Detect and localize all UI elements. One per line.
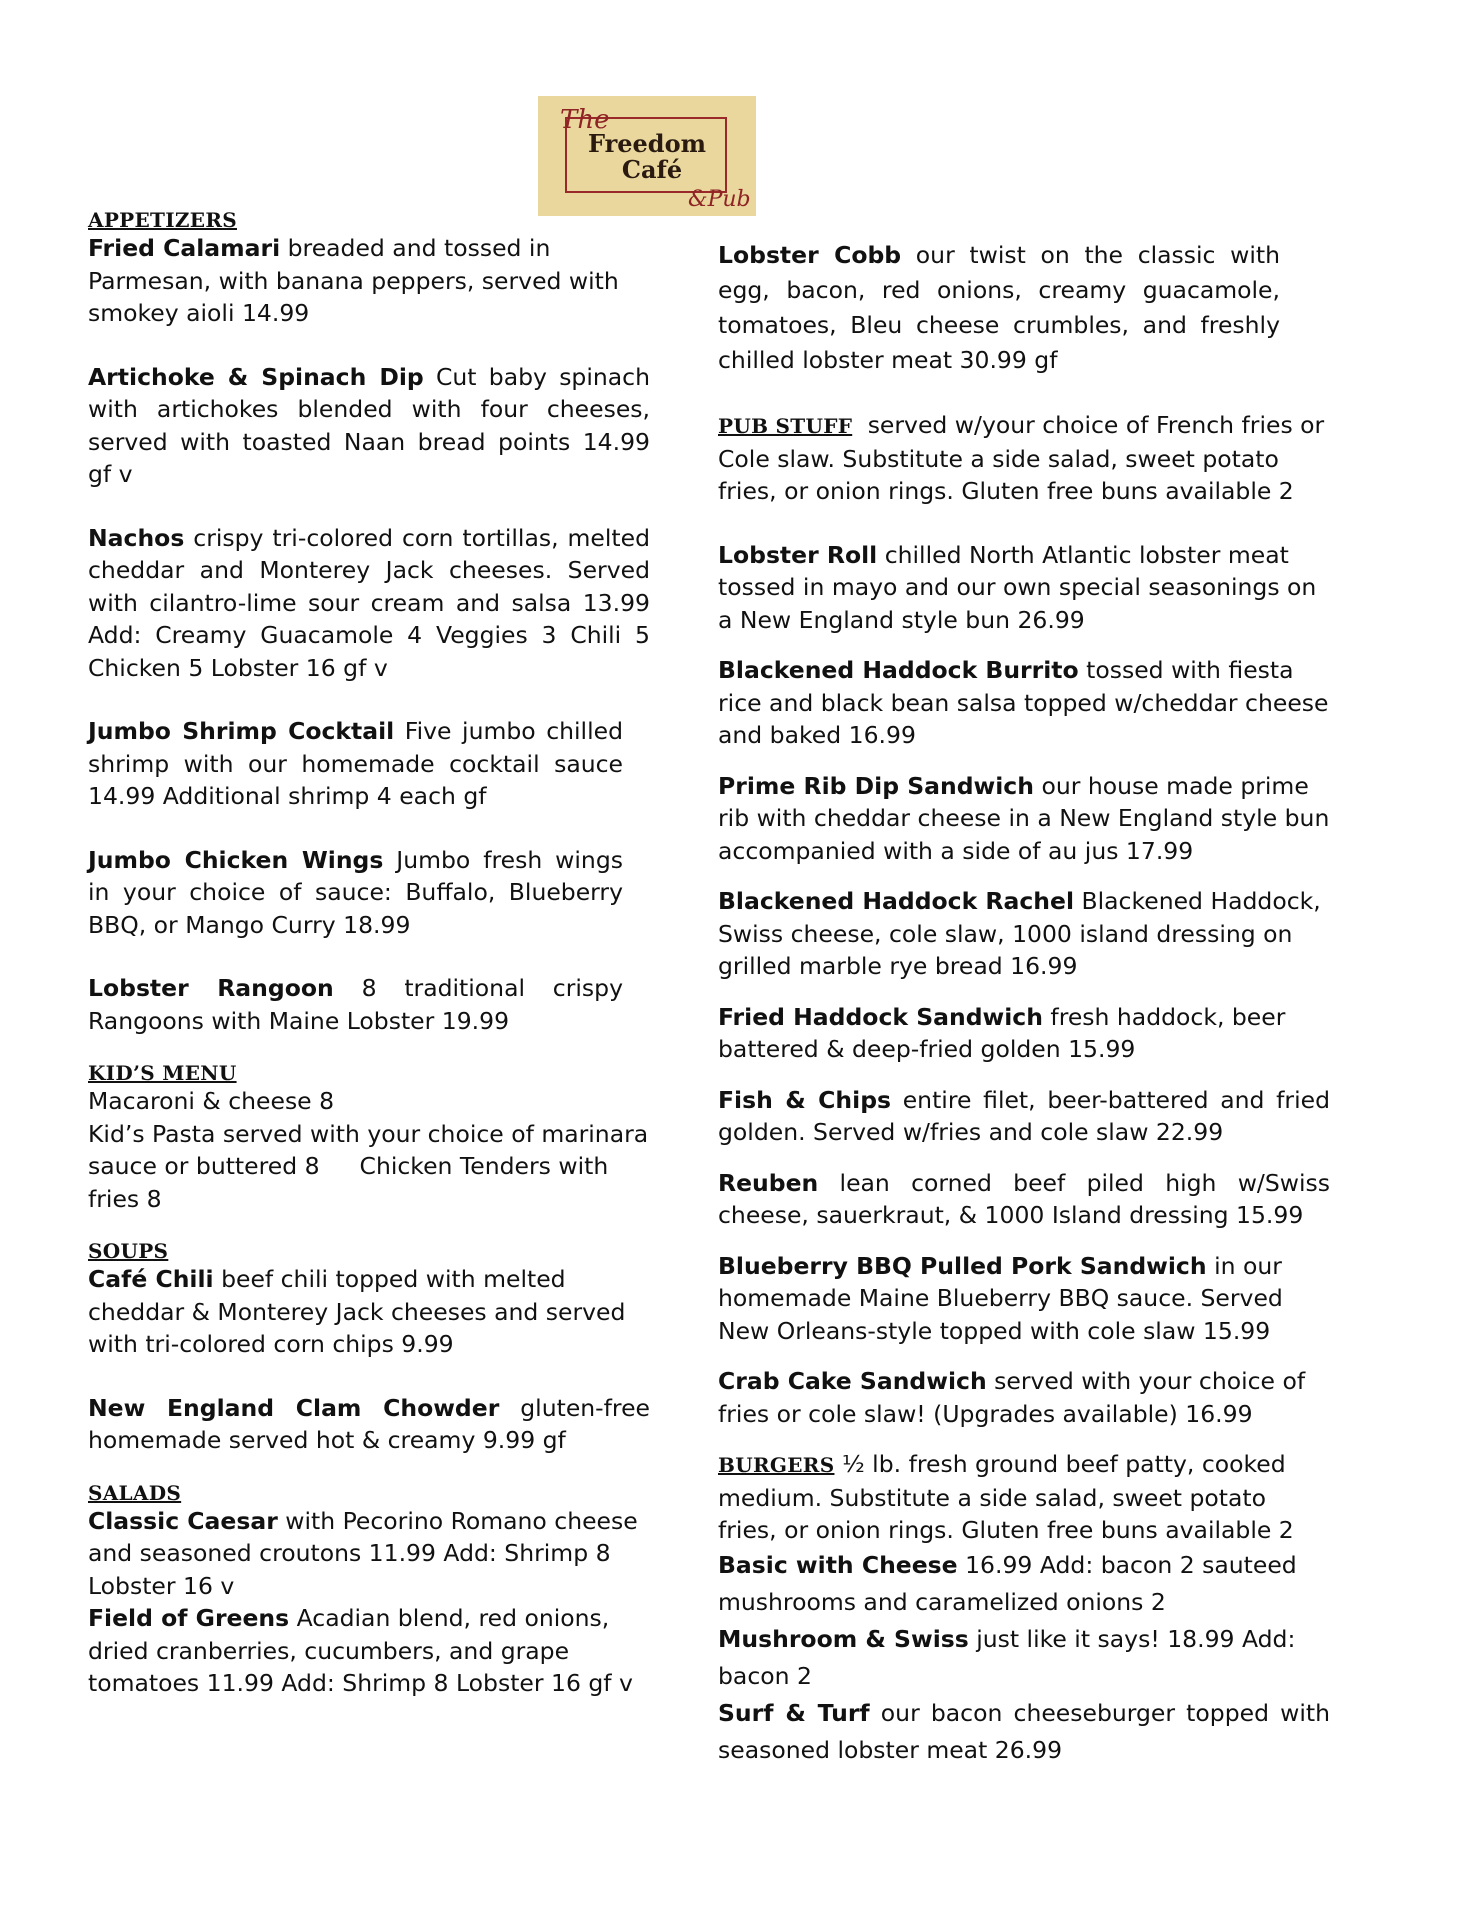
soups-heading: SOUPS bbox=[88, 1239, 169, 1263]
item-desc: our house made prime rib with cheddar cheese in a New England style bun accompanied with a side of au jus 17.99 bbox=[718, 771, 1330, 865]
kids-item-pasta-tenders bbox=[88, 1118, 650, 1216]
right-column bbox=[718, 238, 1330, 1769]
item-name: Surf & Turf bbox=[718, 1698, 870, 1727]
kids-menu-heading: KID’S MENU bbox=[88, 1061, 237, 1085]
item-name: Fish & Chips bbox=[718, 1085, 892, 1114]
left-column bbox=[88, 208, 650, 1700]
menu-item-fried-haddock-sandwich bbox=[718, 1001, 1330, 1066]
item-desc: fresh haddock, beer battered & deep-fried golden 15.99 bbox=[718, 1002, 1286, 1063]
item-name: Lobster Rangoon bbox=[88, 974, 334, 1002]
appetizers-heading: APPETIZERS bbox=[88, 208, 237, 232]
item-desc: Five jumbo chilled shrimp with our homemade cocktail sauce 14.99 Additional shrimp 4 each gf bbox=[88, 717, 623, 810]
item-desc: 8 traditional crispy Rangoons with Maine Lobster 19.99 bbox=[88, 974, 623, 1035]
kids-item-mac-cheese: Macaroni & cheese 8 bbox=[88, 1087, 335, 1115]
menu-item-fish-chips bbox=[718, 1084, 1330, 1149]
burgers-section bbox=[718, 1448, 1330, 1547]
logo-cafe: Café bbox=[621, 155, 683, 184]
menu-item-crab-cake-sandwich bbox=[718, 1365, 1330, 1430]
item-desc: beef chili topped with melted cheddar & Monterey Jack cheeses and served with tri-colored corn chips 9.99 bbox=[88, 1265, 626, 1358]
item-name: Nachos bbox=[88, 523, 185, 552]
kids-item-tenders: Chicken Tenders with fries 8 bbox=[88, 1152, 609, 1213]
menu-item-artichoke-dip bbox=[88, 361, 650, 491]
item-desc: just like it says! 18.99 Add: bacon 2 bbox=[718, 1624, 1296, 1690]
item-desc: Blackened Haddock, Swiss cheese, cole slaw, 1000 island dressing on grilled marble rye bread 16.99 bbox=[718, 887, 1321, 980]
item-name: Prime Rib Dip Sandwich bbox=[718, 771, 1034, 800]
item-name: Reuben bbox=[718, 1168, 819, 1197]
pub-stuff-heading: PUB STUFF bbox=[718, 414, 853, 438]
logo-pub: &Pub bbox=[688, 187, 751, 212]
item-desc: our twist on the classic with egg, bacon, red onions, creamy guacamole, tomatoes, Bleu cheese crumbles, and freshly chilled lobster meat 30.99 gf bbox=[718, 241, 1281, 374]
item-name: Blackened Haddock Rachel bbox=[718, 887, 1075, 915]
item-name: Lobster Roll bbox=[718, 540, 878, 569]
menu-item-haddock-rachel bbox=[718, 885, 1330, 983]
menu-item-prime-rib-dip bbox=[718, 770, 1330, 868]
item-desc: gluten-free homemade served hot & creamy 9.99 gf bbox=[88, 1393, 650, 1454]
menu-item-lobster-cobb bbox=[718, 238, 1280, 378]
logo-the: The bbox=[560, 105, 610, 135]
item-desc: 16.99 Add: bacon 2 sauteed mushrooms and caramelized onions 2 bbox=[718, 1550, 1297, 1616]
item-desc: entire filet, beer-battered and fried golden. Served w/fries and cole slaw 22.99 bbox=[718, 1085, 1330, 1146]
menu-item-lobster-roll bbox=[718, 539, 1330, 637]
item-name: Lobster Cobb bbox=[718, 241, 902, 269]
item-name: Fried Calamari bbox=[88, 234, 281, 262]
item-name: Blueberry BBQ Pulled Pork Sandwich bbox=[718, 1251, 1207, 1280]
item-name: Field of Greens bbox=[88, 1604, 290, 1632]
item-desc: crispy tri-colored corn tortillas, melted cheddar and Monterey Jack cheeses. Served with cilantro-lime sour cream and salsa 13.99 Add: Creamy Guacamole 4 Veggies 3 Chili 5 Chicken 5 Lobster 16 gf v bbox=[88, 523, 650, 682]
menu-item-nachos bbox=[88, 522, 650, 685]
item-name: Classic Caesar bbox=[88, 1506, 278, 1535]
pub-stuff-intro: served w/your choice of French fries or Cole slaw. Substitute a side salad, sweet potato fries, or onion rings. Gluten free buns available 2 bbox=[718, 411, 1325, 505]
menu-item-cafe-chili bbox=[88, 1263, 650, 1361]
item-name: Crab Cake Sandwich bbox=[718, 1367, 987, 1395]
salads-heading: SALADS bbox=[88, 1480, 182, 1505]
menu-item-haddock-burrito bbox=[718, 654, 1330, 752]
menu-item-basic-cheese bbox=[718, 1547, 1330, 1621]
item-desc: Acadian blend, red onions, dried cranberries, cucumbers, and grape tomatoes 11.99 Add: Shrimp 8 Lobster 16 gf v bbox=[88, 1604, 633, 1697]
item-name: Fried Haddock Sandwich bbox=[718, 1002, 1043, 1031]
item-desc: chilled North Atlantic lobster meat tossed in mayo and our own special seasonings on a New England style bun 26.99 bbox=[718, 540, 1317, 634]
item-desc: Jumbo fresh wings in your choice of sauce: Buffalo, Blueberry BBQ, or Mango Curry 18.99 bbox=[88, 845, 623, 939]
item-name: Jumbo Chicken Wings bbox=[88, 845, 384, 874]
kids-item-pasta: Kid’s Pasta served with your choice of marinara sauce or buttered 8 bbox=[88, 1119, 649, 1180]
item-name: Café Chili bbox=[88, 1265, 214, 1293]
item-desc: with Pecorino Romano cheese and seasoned croutons 11.99 Add: Shrimp 8 Lobster 16 v bbox=[88, 1506, 638, 1600]
menu-item-classic-caesar bbox=[88, 1505, 650, 1603]
item-desc: our bacon cheeseburger topped with seasoned lobster meat 26.99 bbox=[718, 1698, 1330, 1764]
menu-item-mushroom-swiss bbox=[718, 1621, 1330, 1695]
logo-freedom: Freedom bbox=[588, 129, 706, 158]
item-name: Jumbo Shrimp Cocktail bbox=[88, 717, 395, 745]
item-desc: served with your choice of fries or cole slaw! (Upgrades available) 16.99 bbox=[718, 1367, 1306, 1428]
menu-item-clam-chowder bbox=[88, 1392, 650, 1457]
item-name: Mushroom & Swiss bbox=[718, 1624, 969, 1653]
menu-item-blueberry-bbq-pork bbox=[718, 1250, 1330, 1348]
menu-item-fried-calamari bbox=[88, 232, 628, 330]
item-name: Artichoke & Spinach Dip bbox=[88, 362, 424, 391]
menu-item-reuben bbox=[718, 1167, 1330, 1232]
freedom-cafe-logo bbox=[538, 96, 756, 216]
menu-item-surf-turf bbox=[718, 1695, 1330, 1769]
item-name: Blackened Haddock Burrito bbox=[718, 656, 1079, 684]
item-desc: Cut baby spinach with artichokes blended with four cheeses, served with toasted Naan bread points 14.99 gf v bbox=[88, 362, 650, 488]
menu-item-field-of-greens bbox=[88, 1602, 650, 1700]
item-desc: tossed with fiesta rice and black bean salsa topped w/cheddar cheese and baked 16.99 bbox=[718, 656, 1329, 749]
menu-item-jumbo-chicken-wings bbox=[88, 844, 623, 942]
item-desc: breaded and tossed in Parmesan, with banana peppers, served with smokey aioli 14.99 bbox=[88, 234, 619, 327]
burgers-heading: BURGERS bbox=[718, 1453, 835, 1477]
item-desc: in our homemade Maine Blueberry BBQ sauce. Served New Orleans-style topped with cole slaw 15.99 bbox=[718, 1251, 1283, 1345]
burgers-intro: ½ lb. fresh ground beef patty, cooked medium. Substitute a side salad, sweet potato fries, or onion rings. Gluten free buns available 2 bbox=[718, 1450, 1294, 1544]
item-name: Basic with Cheese bbox=[718, 1550, 958, 1579]
pub-stuff-section bbox=[718, 409, 1330, 508]
item-desc: lean corned beef piled high w/Swiss cheese, sauerkraut, & 1000 Island dressing 15.99 bbox=[718, 1168, 1330, 1229]
menu-item-jumbo-shrimp-cocktail bbox=[88, 715, 623, 813]
menu-item-lobster-rangoon bbox=[88, 972, 623, 1037]
item-name: New England Clam Chowder bbox=[88, 1393, 500, 1422]
